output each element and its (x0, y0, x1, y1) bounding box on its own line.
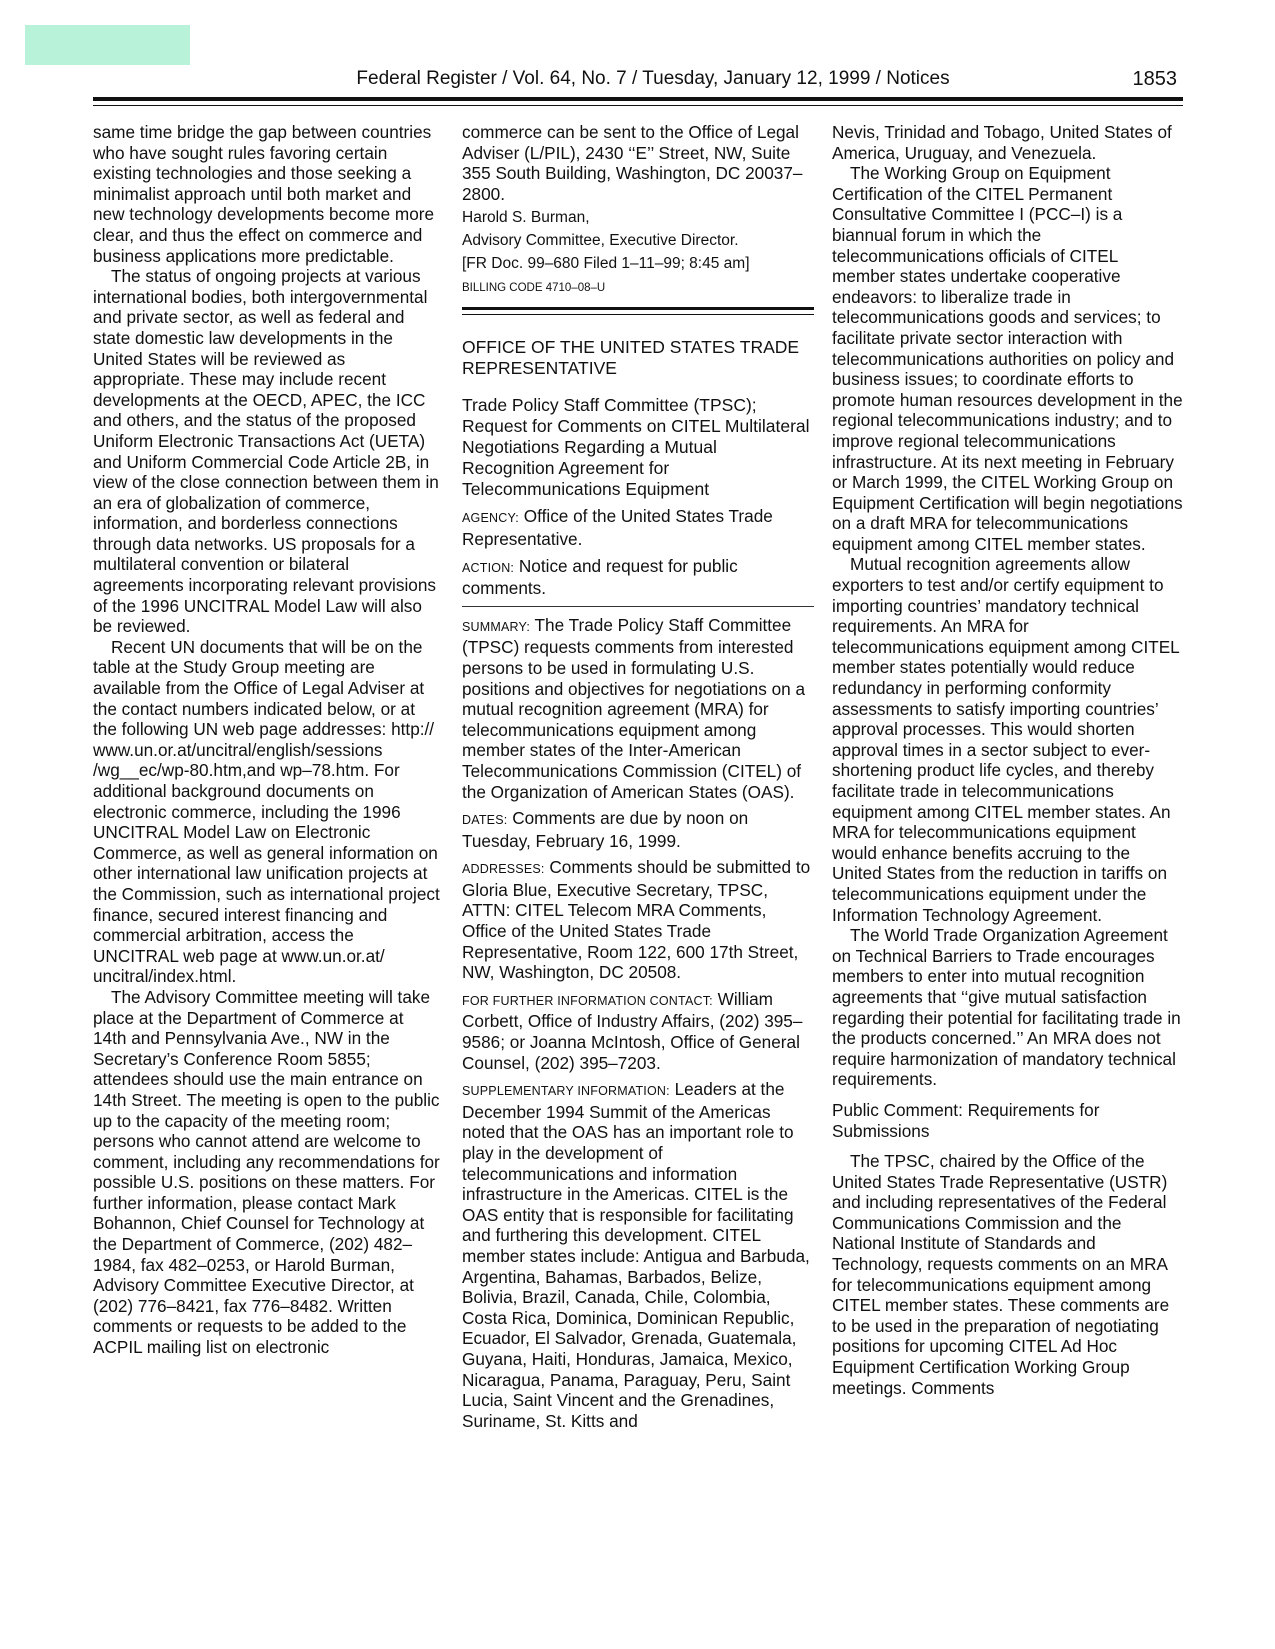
paragraph: The World Trade Organization Agreement on Technical Barriers to Trade encourages members to enter into mutual recognition agreements that ‘‘give mutual satisfaction regarding their potential for facilitating trade in the products concerned.’’ An MRA does not require harmonization of mandatory technical requirements. (832, 925, 1181, 1090)
addresses-label: ADDRESSES: (462, 862, 545, 877)
header-rule-thick (93, 97, 1183, 101)
billing-code: BILLING CODE 4710–08–U (462, 282, 606, 295)
contact-text: William Corbett, Office of Industry Affairs, (202) 395–9586; or Joanna McIntosh, Office of General Counsel, (202) 395–7203. (462, 988, 803, 1073)
preamble-rule (462, 606, 814, 607)
running-header (93, 66, 1183, 94)
paragraph: Recent UN documents that will be on the table at the Study Group meeting are available from the Office of Legal Adviser at the contact numbers indicated below, or at the following UN web page addresses: http:// www.un.or.at/uncitral/english/sessions /wg__ec/wp-80.htm,and wp–78.htm. For additional background documents on electronic commerce, including the 1996 UNCITRAL Model Law on Electronic Commerce, as well as general information on other international law unification projects at the Commission, such as international project finance, secured interest financing and commercial arbitration, access the UNCITRAL web page at www.un.or.at/ uncitral/index.html. (93, 636, 440, 987)
document-title: Trade Policy Staff Committee (TPSC); Request for Comments on CITEL Multilateral Negotiations Regarding a Mutual Recognition Agreement for Telecommunications Equipment (462, 395, 810, 500)
agency-text: Office of the United States Trade Representative. (462, 506, 773, 549)
fr-doc-line: [FR Doc. 99–680 Filed 1–11–99; 8:45 am] (462, 255, 750, 273)
agency-label: AGENCY: (462, 511, 519, 526)
paragraph: commerce can be sent to the Office of Legal Adviser (L/PIL), 2430 ‘‘E’’ Street, NW, Suite 355 South Building, Washington, DC 20037–2800. (462, 122, 803, 204)
dates-label: DATES: (462, 813, 508, 828)
supplementary-text: Leaders at the December 1994 Summit of the Americas noted that the OAS has an important role to play in the development of telecommunications and information infrastructure in the Americas. CITEL is the OAS entity that is responsible for facilitating and furthering this development. CITEL member states include: Antigua and Barbuda, Argentina, Bahamas, Barbados, Belize, Bolivia, Brazil, Canada, Chile, Colombia, Costa Rica, Dominica, Dominican Republic, Ecuador, El Salvador, Grenada, Guatemala, Guyana, Haiti, Honduras, Jamaica, Mexico, Nicaragua, Panama, Paraguay, Peru, Saint Lucia, Saint Vincent and the Grenadines, Suriname, St. Kitts and (462, 1079, 810, 1431)
paragraph: The Working Group on Equipment Certification of the CITEL Permanent Consultative Committee I (PCC–I) is a biannual forum in which the telecommunications officials of CITEL member states undertake cooperative endeavors: to liberalize trade in telecommunications goods and services; to facilitate private sector interaction with telecommunications authorities on policy and business issues; to coordinate efforts to promote human resources development in the regional telecommunications industry; and to improve regional telecommunications infrastructure. At its next meeting in February or March 1999, the CITEL Working Group on Equipment Certification will begin negotiations on a draft MRA for telecommunications equipment among CITEL member states. (832, 163, 1183, 554)
action-field (462, 556, 814, 599)
section-divider (462, 307, 814, 315)
highlight-mark (25, 25, 190, 65)
header-rule-thin (93, 105, 1183, 106)
supplementary-label: SUPPLEMENTARY INFORMATION: (462, 1084, 670, 1099)
agency-field (462, 506, 814, 549)
column-1 (93, 122, 441, 1358)
dates-field (462, 808, 814, 851)
paragraph: same time bridge the gap between countries who have sought rules favoring certain existing technologies and those seeking a minimalist approach until both market and new technology developments become more clear, and thus the effect on commerce and business applications more predictable. (93, 122, 435, 266)
action-text: Notice and request for public comments. (462, 555, 738, 599)
section-subheading: Public Comment: Requirements for Submissions (832, 1099, 1100, 1141)
column-3 (832, 122, 1184, 1398)
summary-field (462, 615, 814, 802)
paragraph: Nevis, Trinidad and Tobago, United States of America, Uruguay, and Venezuela. (832, 122, 1172, 163)
paragraph: Mutual recognition agreements allow exporters to test and/or certify equipment to importing countries’ mandatory technical requirements. An MRA for telecommunications equipment among CITEL member states potentially would reduce redundancy in performing conformity assessments to satisfy importing countries’ approval processes. This would shorten approval times in a sector subject to ever-shortening product life cycles, and thereby facilitate trade in telecommunications equipment among CITEL member states. An MRA for telecommunications equipment would enhance benefits accruing to the United States from the reduction in tariffs on telecommunications equipment under the Information Technology Agreement. (832, 554, 1180, 925)
summary-label: SUMMARY: (462, 619, 531, 634)
supplementary-field (462, 1079, 814, 1431)
paragraph: The status of ongoing projects at various international bodies, both intergovernmental and private sector, as well as federal and state domestic law developments in the United States will be reviewed as appropriate. These may include recent developments at the OECD, APEC, the ICC and others, and the status of the proposed Uniform Electronic Transactions Act (UETA) and Uniform Commercial Code Article 2B, in view of the close connection between them in an era of globalization of commerce, information, and borderless connections through data networks. US proposals for a multilateral convention or bilateral agreements incorporating relevant provisions of the 1996 UNCITRAL Model Law will also be reviewed. (93, 266, 439, 637)
contact-label: FOR FURTHER INFORMATION CONTACT: (462, 993, 713, 1008)
addresses-text: Comments should be submitted to Gloria Blue, Executive Secretary, TPSC, ATTN: CITEL Telecom MRA Comments, Office of the United States Trade Representative, Room 122, 600 17th Street, NW, Washington, DC 20508. (462, 857, 811, 983)
running-head: Federal Register / Vol. 64, No. 7 / Tuesday, January 12, 1999 / Notices (356, 68, 950, 89)
action-label: ACTION: (462, 560, 515, 575)
summary-text: The Trade Policy Staff Committee (TPSC) requests comments from interested persons to be used in formulating U.S. positions and objectives for negotiations on a mutual recognition agreement (MRA) for telecommunications equipment among member states of the Inter-American Telecommunications Commission (CITEL) of the Organization of American States (OAS). (462, 614, 806, 802)
dates-text: Comments are due by noon on Tuesday, February 16, 1999. (462, 808, 749, 851)
paragraph: The Advisory Committee meeting will take place at the Department of Commerce at 14th and Pennsylvania Ave., NW in the Secretary’s Conference Room 5855; attendees should use the main entrance on 14th Street. The meeting is open to the public up to the capacity of the meeting room; persons who cannot attend are welcome to comment, including any recommendations for possible U.S. positions on these matters. For further information, please contact Mark Bohannon, Chief Counsel for Technology at the Department of Commerce, (202) 482–1984, fax 482–0253, or Harold Burman, Advisory Committee Executive Director, at (202) 776–8421, fax 776–8482. Written comments or requests to be added to the ACPIL mailing list on electronic (93, 986, 440, 1358)
page-number: 1853 (1132, 68, 1177, 90)
signature-title: Advisory Committee, Executive Director. (462, 232, 739, 250)
agency-heading: OFFICE OF THE UNITED STATES TRADE REPRESENTATIVE (462, 337, 800, 379)
signature-name: Harold S. Burman, (462, 209, 590, 227)
contact-field (462, 989, 814, 1073)
addresses-field (462, 857, 814, 983)
column-2 (462, 122, 814, 1431)
paragraph: The TPSC, chaired by the Office of the United States Trade Representative (USTR) and including representatives of the Federal Communications Commission and the National Institute of Standards and Technology, requests comments on an MRA for telecommunications equipment among CITEL member states. These comments are to be used in the preparation of negotiating positions for upcoming CITEL Ad Hoc Equipment Certification Working Group meetings. Comments (832, 1151, 1170, 1398)
